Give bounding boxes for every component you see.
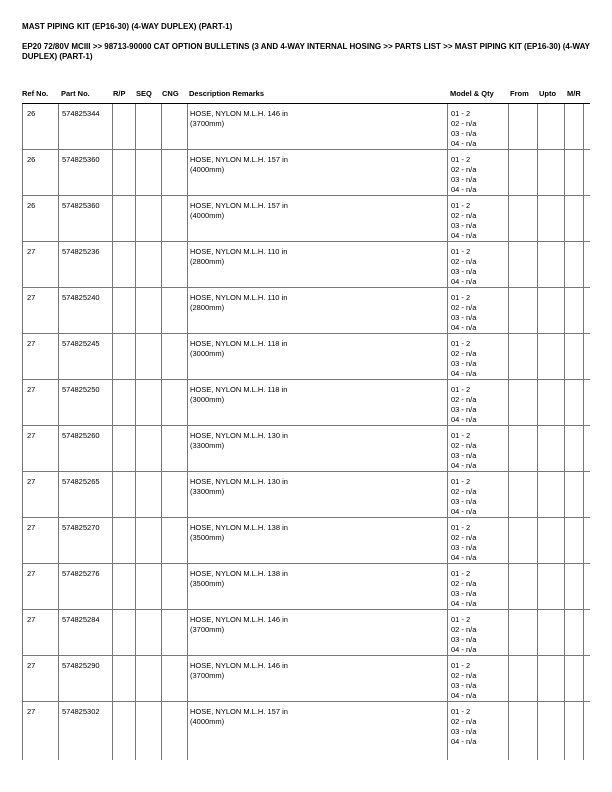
ref-no: 27: [27, 339, 36, 348]
description: HOSE, NYLON M.L.H. 118 in (3000mm): [190, 385, 288, 404]
table-row: [22, 472, 590, 518]
header-from: From: [510, 89, 529, 98]
ref-no: 26: [27, 201, 36, 210]
model-qty: 01 - 2 02 - n/a 03 - n/a 04 - n/a: [451, 385, 477, 424]
ref-no: 27: [27, 661, 36, 670]
header-mr: M/R: [567, 89, 581, 98]
model-qty: 01 - 2 02 - n/a 03 - n/a 04 - n/a: [451, 431, 477, 470]
model-qty: 01 - 2 02 - n/a 03 - n/a 04 - n/a: [451, 661, 477, 700]
header-description: Description Remarks: [189, 89, 265, 98]
model-qty: 01 - 2 02 - n/a 03 - n/a 04 - n/a: [451, 523, 477, 562]
table-row: [22, 426, 590, 472]
table-row: [22, 702, 590, 748]
header-ref-no: Ref No.: [22, 89, 49, 98]
model-qty: 01 - 2 02 - n/a 03 - n/a 04 - n/a: [451, 247, 477, 286]
description: HOSE, NYLON M.L.H. 130 in (3300mm): [190, 431, 288, 450]
ref-no: 26: [27, 109, 36, 118]
header-rp: R/P: [113, 89, 126, 98]
model-qty: 01 - 2 02 - n/a 03 - n/a 04 - n/a: [451, 155, 477, 194]
part-no: 574825276: [62, 569, 100, 578]
description: HOSE, NYLON M.L.H. 110 in (2800mm): [190, 293, 288, 312]
description: HOSE, NYLON M.L.H. 138 in (3500mm): [190, 569, 288, 588]
part-no: 574825344: [62, 109, 100, 118]
model-qty: 01 - 2 02 - n/a 03 - n/a 04 - n/a: [451, 707, 477, 746]
description: HOSE, NYLON M.L.H. 157 in (4000mm): [190, 155, 288, 174]
part-no: 574825245: [62, 339, 100, 348]
part-no: 574825270: [62, 523, 100, 532]
header-model-qty: Model & Qty: [450, 89, 494, 98]
ref-no: 27: [27, 247, 36, 256]
model-qty: 01 - 2 02 - n/a 03 - n/a 04 - n/a: [451, 615, 477, 654]
part-no: 574825284: [62, 615, 100, 624]
parts-table-body: [22, 104, 590, 748]
model-qty: 01 - 2 02 - n/a 03 - n/a 04 - n/a: [451, 293, 477, 332]
description: HOSE, NYLON M.L.H. 130 in (3300mm): [190, 477, 288, 496]
part-no: 574825290: [62, 661, 100, 670]
ref-no: 26: [27, 155, 36, 164]
ref-no: 27: [27, 477, 36, 486]
description: HOSE, NYLON M.L.H. 118 in (3000mm): [190, 339, 288, 358]
part-no: 574825302: [62, 707, 100, 716]
ref-no: 27: [27, 569, 36, 578]
ref-no: 27: [27, 707, 36, 716]
model-qty: 01 - 2 02 - n/a 03 - n/a 04 - n/a: [451, 109, 477, 148]
table-row: [22, 610, 590, 656]
table-row: [22, 564, 590, 610]
description: HOSE, NYLON M.L.H. 157 in (4000mm): [190, 707, 288, 726]
page-title: MAST PIPING KIT (EP16-30) (4-WAY DUPLEX) (PART-1): [22, 22, 233, 31]
description: HOSE, NYLON M.L.H. 138 in (3500mm): [190, 523, 288, 542]
ref-no: 27: [27, 615, 36, 624]
part-no: 574825260: [62, 431, 100, 440]
description: HOSE, NYLON M.L.H. 146 in (3700mm): [190, 109, 288, 128]
model-qty: 01 - 2 02 - n/a 03 - n/a 04 - n/a: [451, 569, 477, 608]
table-row: [22, 196, 590, 242]
description: HOSE, NYLON M.L.H. 146 in (3700mm): [190, 661, 288, 680]
part-no: 574825236: [62, 247, 100, 256]
description: HOSE, NYLON M.L.H. 110 in (2800mm): [190, 247, 288, 266]
ref-no: 27: [27, 385, 36, 394]
table-row: [22, 104, 590, 150]
ref-no: 27: [27, 293, 36, 302]
part-no: 574825360: [62, 201, 100, 210]
part-no: 574825250: [62, 385, 100, 394]
part-no: 574825265: [62, 477, 100, 486]
part-no: 574825360: [62, 155, 100, 164]
header-cng: CNG: [162, 89, 179, 98]
header-upto: Upto: [539, 89, 557, 98]
model-qty: 01 - 2 02 - n/a 03 - n/a 04 - n/a: [451, 477, 477, 516]
table-row: [22, 150, 590, 196]
breadcrumb: EP20 72/80V MCIII >> 98713-90000 CAT OPTION BULLETINS (3 AND 4-WAY INTERNAL HOSING >> PARTS LIST >> MAST PIPING KIT (EP16-30) (4-WAY DUPLEX) (PART-1): [22, 42, 590, 61]
header-seq: SEQ: [136, 89, 152, 98]
model-qty: 01 - 2 02 - n/a 03 - n/a 04 - n/a: [451, 339, 477, 378]
description: HOSE, NYLON M.L.H. 157 in (4000mm): [190, 201, 288, 220]
table-row: [22, 334, 590, 380]
table-row: [22, 656, 590, 702]
description: HOSE, NYLON M.L.H. 146 in (3700mm): [190, 615, 288, 634]
ref-no: 27: [27, 431, 36, 440]
model-qty: 01 - 2 02 - n/a 03 - n/a 04 - n/a: [451, 201, 477, 240]
table-row: [22, 242, 590, 288]
part-no: 574825240: [62, 293, 100, 302]
ref-no: 27: [27, 523, 36, 532]
table-row: [22, 380, 590, 426]
table-row: [22, 288, 590, 334]
table-row: [22, 518, 590, 564]
header-part-no: Part No.: [61, 89, 90, 98]
